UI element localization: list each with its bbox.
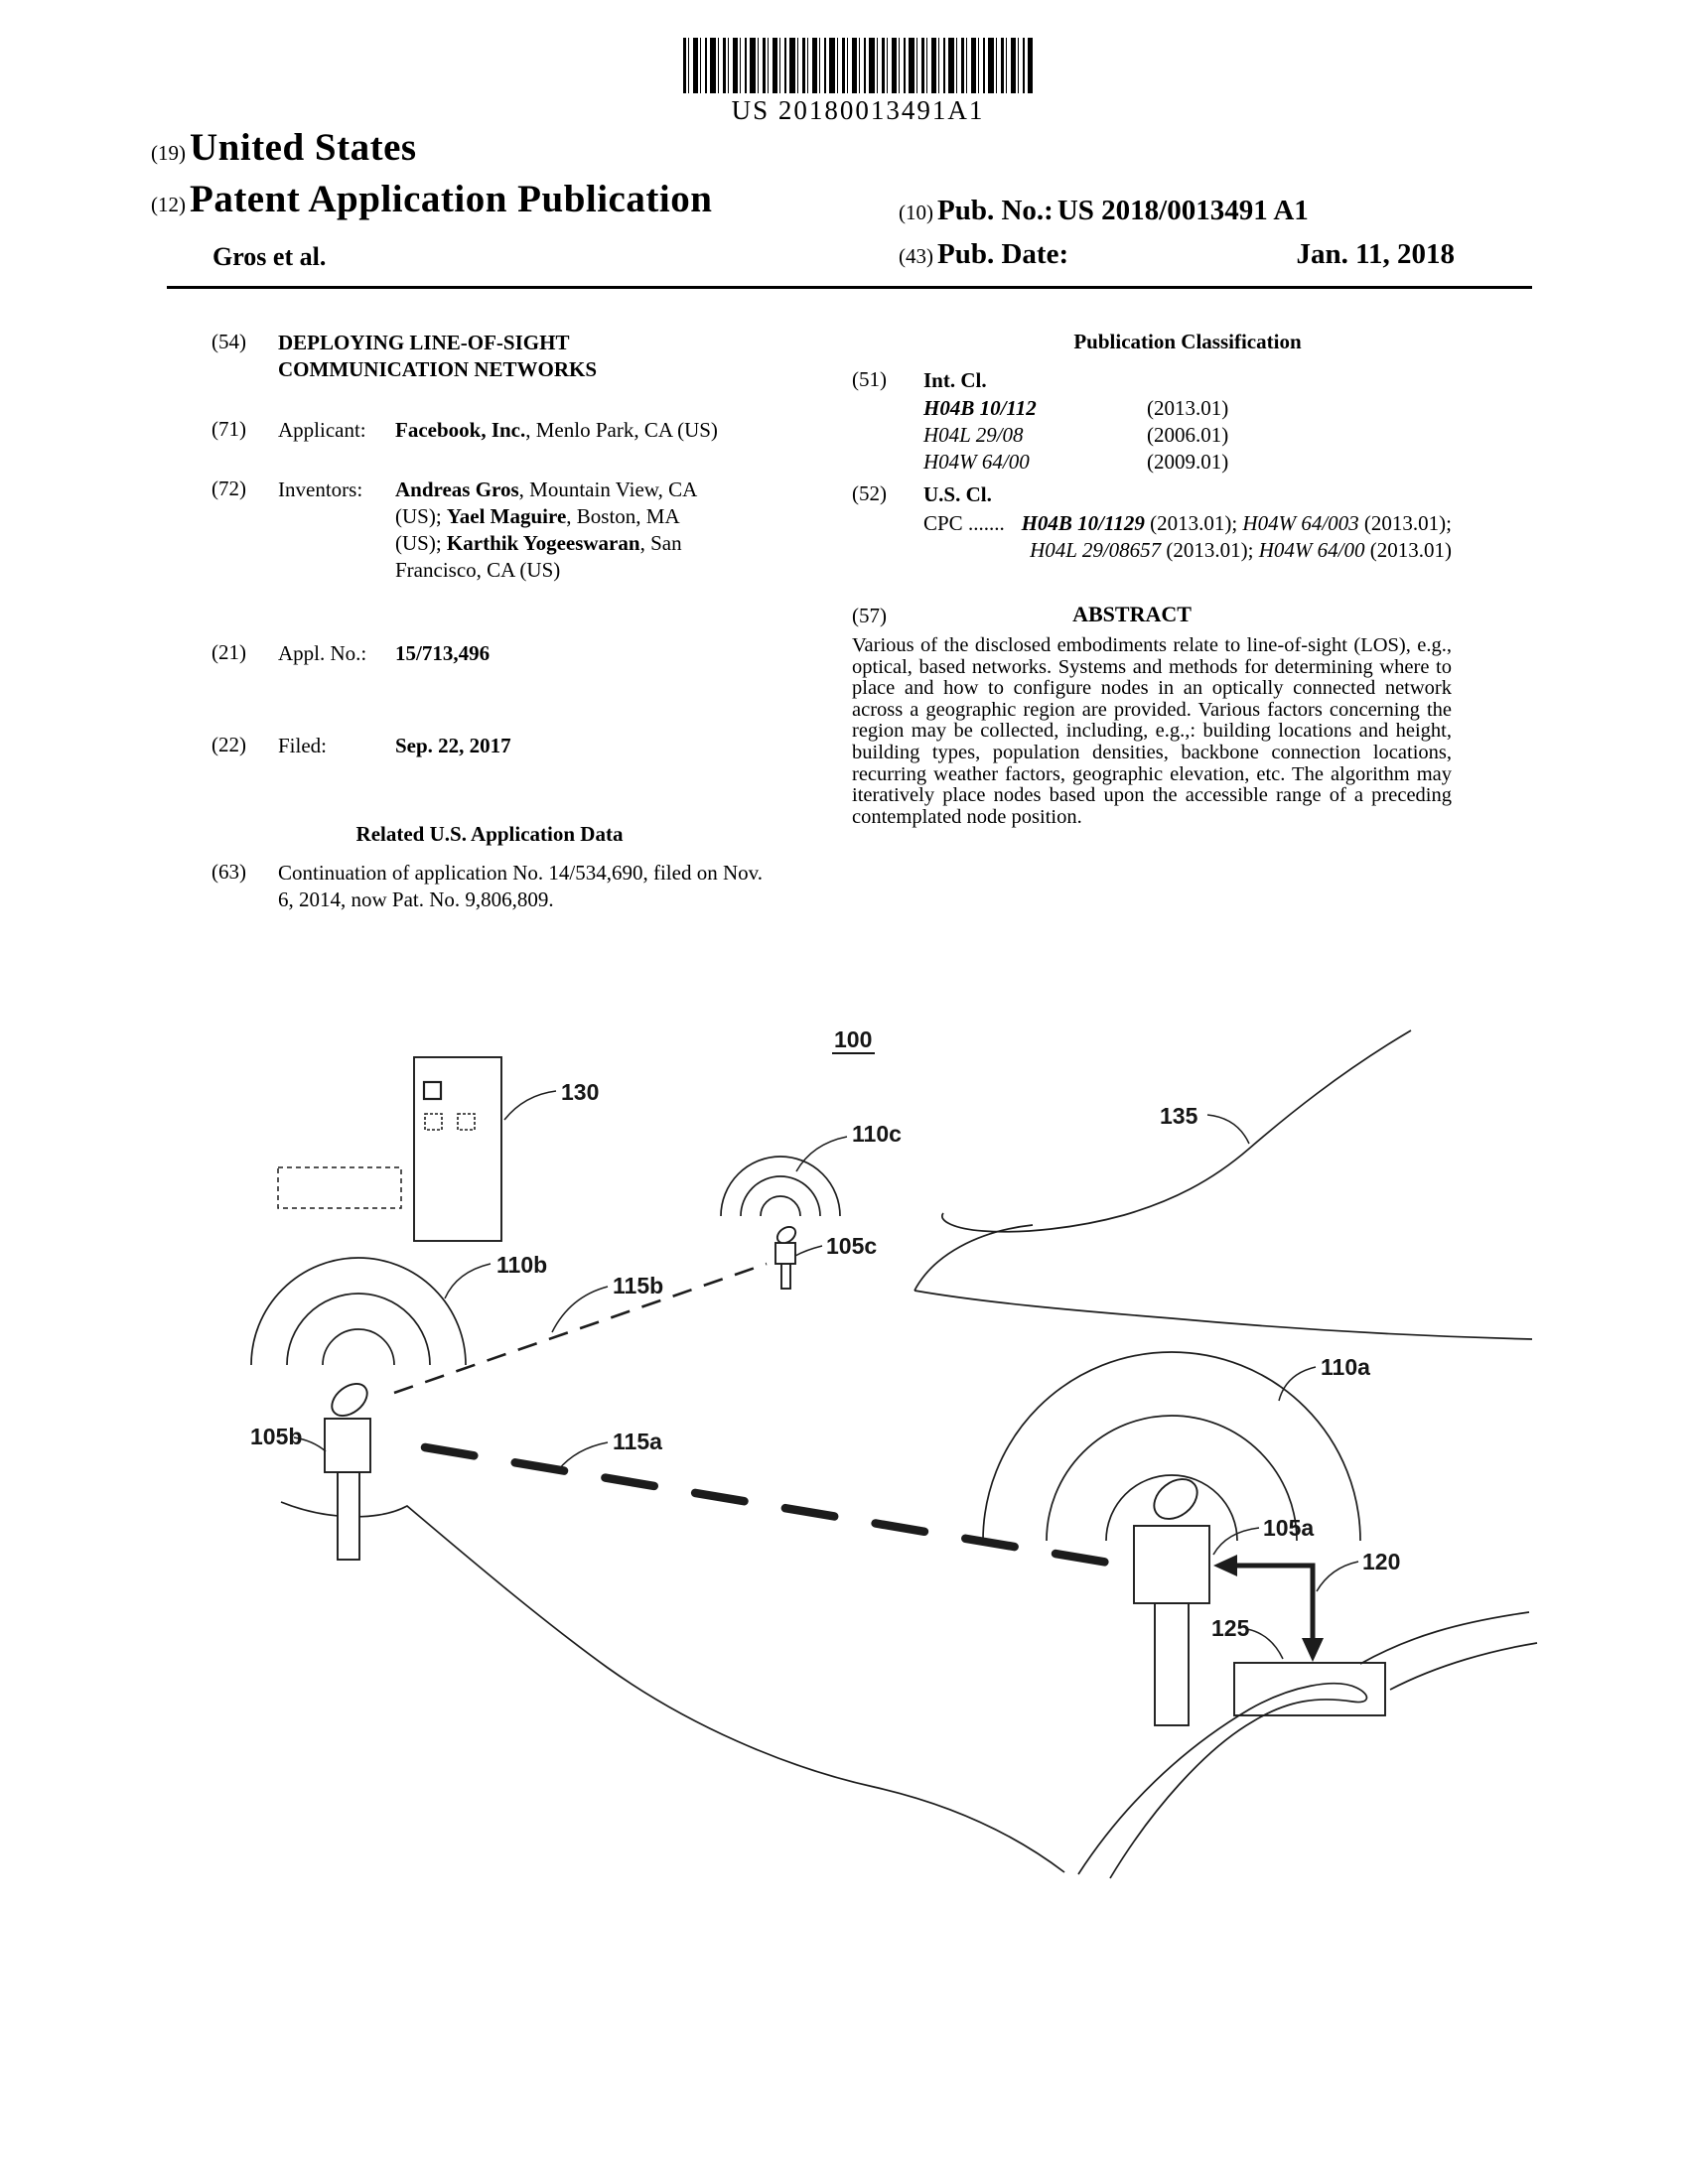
leader-130 [504,1091,556,1120]
applicant-label: Applicant: [278,418,366,442]
los-link-115a [425,1447,1120,1565]
los-link-115b [394,1264,767,1393]
figure-label-105b: 105b [250,1424,303,1449]
ipc-year: (2009.01) [1147,450,1229,474]
ipc-code: H04B 10/112 [923,396,1037,420]
appl-no-value: 15/713,496 [395,641,491,665]
ind-code-57: (57) [852,604,887,627]
ipc-code: H04L 29/08 [923,423,1024,447]
continuation-text: Continuation of application No. 14/534,690, filed on Nov. 6, 2014, now Pat. No. 9,806,809. [278,861,763,911]
shore-hook [914,1225,1033,1291]
inventor-address: , San Francisco, CA (US) [395,531,682,582]
cpc-year: (2013.01) [1364,538,1452,562]
figure-label-105a: 105a [1263,1515,1315,1541]
building-130 [414,1057,501,1241]
related-data-heading: Related U.S. Application Data [355,822,624,846]
leader-115b [552,1287,608,1332]
leader-120 [1317,1562,1358,1591]
figure-label-120: 120 [1362,1549,1401,1574]
inventor-address: , Boston, MA (US); [395,504,679,555]
backbone-box-125 [1234,1663,1385,1715]
pub-date-value: Jan. 11, 2018 [1296,238,1455,270]
pub-no-value: US 2018/0013491 A1 [1056,195,1309,226]
figure-label-115a: 115a [613,1429,662,1454]
applicant-name: Facebook, Inc. [395,418,526,442]
cpc-code: H04B 10/1129 [1021,511,1145,535]
figure-label-100: 100 [834,1026,873,1052]
barcode-number: US 20180013491A1 [731,95,985,125]
abstract-heading: ABSTRACT [1072,602,1192,626]
figure-label-115b: 115b [613,1273,664,1298]
ind-code-51: (51) [852,367,887,391]
cpc-code: H04W 64/003 [1242,511,1359,535]
ind-code-72: (72) [211,477,246,500]
figure-label-110c: 110c [852,1121,902,1147]
figure-label-135: 135 [1160,1103,1198,1129]
appl-no-label: Appl. No.: [278,641,367,665]
ind-code-10: (10) [899,201,933,224]
inventor-name: Yael Maguire [446,504,567,528]
terrain-curve-135 [942,1030,1411,1232]
ipc-code: H04W 64/00 [923,450,1030,474]
coverage-arcs-110c [721,1157,840,1216]
cpc-code: H04W 64/00 [1258,538,1365,562]
inventor-address: , Mountain View, CA (US); [395,478,697,528]
leader-125 [1247,1629,1283,1659]
ipc-year: (2006.01) [1147,423,1229,447]
road-branch-lower [1390,1643,1537,1690]
filed-value: Sep. 22, 2017 [395,734,511,757]
figure-label-110a: 110a [1321,1354,1370,1380]
leader-110c [796,1137,847,1171]
publication-classification-heading: Publication Classification [1073,330,1302,353]
pub-date-label: Pub. Date: [937,238,1069,270]
node-105c [774,1224,798,1289]
shore-curve [914,1291,1532,1339]
applicant-address: , Menlo Park, CA (US) [525,418,718,442]
inventor-name: Karthik Yogeeswaran [446,531,640,555]
inventor-name: Andreas Gros [395,478,519,501]
cpc-year: (2013.01); [1161,538,1259,562]
ind-code-52: (52) [852,481,887,505]
road-branch-upper [1360,1612,1529,1664]
figure-label-130: 130 [561,1079,600,1105]
party-name: Gros et al. [212,242,327,271]
figure-label-105c: 105c [826,1233,878,1259]
ind-code-12: (12) [151,193,186,216]
cpc-code: H04L 29/08657 [1030,538,1162,562]
filed-label: Filed: [278,734,328,757]
abstract-text: Various of the disclosed embodiments relate to line-of-sight (LOS), e.g., optical, based networks. Systems and methods for determining where to place and how to configure nodes in an optically connected network across a geographic region are provided. Various factors concerning the region may be collected, including, e.g.,: building locations and height, building types, population densities, backbone connection locations, recurring weather factors, geographic elevation, etc. The algorithm may iteratively place nodes based upon the accessible range of a preceding contemplated node position. [852,634,1452,828]
doc-type: Patent Application Publication [190,178,713,220]
cpc-prefix: CPC ....... [923,511,1005,535]
leader-105c [795,1246,822,1256]
coverage-arcs-110b [251,1258,466,1365]
ipc-year: (2013.01) [1147,396,1229,420]
cpc-year: (2013.01); [1144,511,1243,535]
dashed-structure [278,1167,401,1208]
cpc-year: (2013.01); [1358,511,1452,535]
leader-110b [445,1264,491,1298]
inventors-label: Inventors: [278,478,363,501]
us-cl-label: U.S. Cl. [923,482,992,506]
ind-code-63: (63) [211,860,246,884]
node-105a [1134,1471,1209,1725]
ind-code-19: (19) [151,141,186,165]
pub-no-label: Pub. No.: [937,195,1054,226]
ind-code-54: (54) [211,330,246,353]
ind-code-22: (22) [211,733,246,756]
ind-code-21: (21) [211,640,246,664]
invention-title: DEPLOYING LINE-OF-SIGHT COMMUNICATION NETWORKS [278,331,598,381]
node-105b [325,1377,373,1560]
ind-code-43: (43) [899,244,933,268]
leader-135 [1207,1115,1249,1144]
figure-label-125: 125 [1211,1615,1250,1641]
figure-label-110b: 110b [496,1252,548,1278]
leader-115a [558,1442,608,1470]
country-name: United States [190,126,417,169]
ind-code-71: (71) [211,417,246,441]
leader-110a [1279,1367,1316,1401]
arrow-120 [1213,1555,1324,1662]
int-cl-label: Int. Cl. [923,368,987,392]
valley-curve [281,1502,1064,1872]
